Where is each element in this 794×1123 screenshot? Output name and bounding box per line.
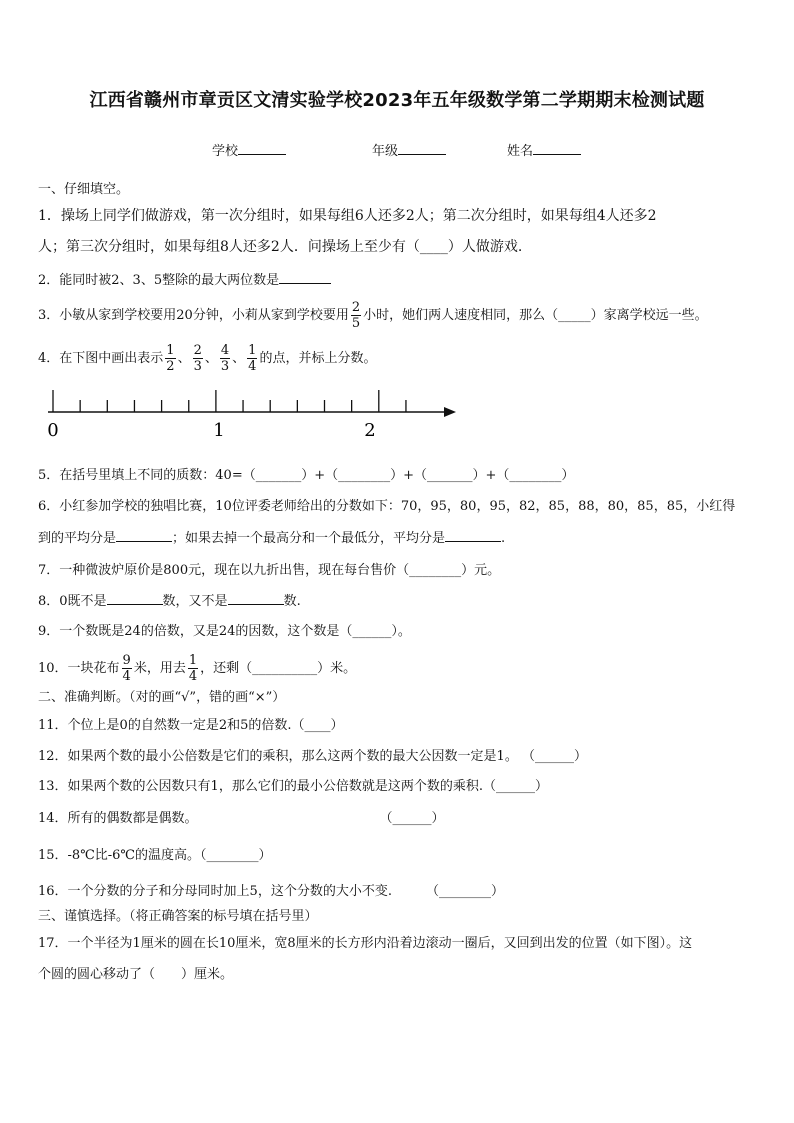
fraction-numerator: 2 <box>193 343 202 358</box>
question-14-text: 14．所有的偶数都是偶数。 <box>38 811 198 826</box>
answer-blank[interactable] <box>228 592 284 605</box>
question-11: 11．个位上是0的自然数一定是2和5的倍数.（____） <box>38 718 344 733</box>
question-3-text-a: 3．小敏从家到学校要用20分钟，小莉从家到学校要用 <box>38 308 349 323</box>
question-6-line-1: 6．小红参加学校的独唱比赛，10位评委老师给出的分数如下：70，95，80，95，82，85，88，80，85，85，小红得 <box>38 499 736 514</box>
question-1-line-1: 1．操场上同学们做游戏，第一次分组时，如果每组6人还多2人；第二次分组时，如果每组4人还多2 <box>38 208 657 224</box>
name-label: 姓名 <box>507 144 534 159</box>
school-field <box>212 140 286 159</box>
page-title: 江西省赣州市章贡区文清实验学校2023年五年级数学第二学期期末检测试题 <box>89 90 705 111</box>
question-16-answer[interactable]: （________） <box>425 884 504 899</box>
separator: 、 <box>204 351 218 366</box>
name-field <box>507 140 581 159</box>
question-5: 5．在括号里填上不同的质数：40=（_______）+（________）+（_______）+（________） <box>38 468 575 483</box>
separator: 、 <box>232 351 246 366</box>
fraction <box>220 343 230 374</box>
question-16-text: 16．一个分数的分子和分母同时加上5，这个分数的大小不变. <box>38 884 392 899</box>
separator: 、 <box>177 351 191 366</box>
fraction-denominator: 3 <box>193 359 202 374</box>
question-8-text-c: 数. <box>283 594 301 609</box>
question-6-text-a: 到的平均分是 <box>38 531 117 546</box>
section-1-heading: 一、仔细填空。 <box>38 182 130 197</box>
grade-label: 年级 <box>372 144 399 159</box>
answer-blank[interactable] <box>116 529 172 542</box>
question-13: 13．如果两个数的公因数只有1，那么它们的最小公倍数就是这两个数的乘积.（______） <box>38 779 548 794</box>
fraction <box>351 300 361 331</box>
fraction-denominator: 3 <box>220 359 230 374</box>
question-16 <box>38 883 504 901</box>
fraction-numerator: 4 <box>220 343 230 358</box>
section-3-heading: 三、谨慎选择。（将正确答案的标号填在括号里） <box>38 909 318 924</box>
question-2 <box>38 271 331 290</box>
question-2-text: 2．能同时被2、3、5整除的最大两位数是 <box>38 273 280 288</box>
question-17-line-1: 17．一个半径为1厘米的圆在长10厘米，宽8厘米的长方形内沿着边滚动一圈后，又回到出发的位置（如下图）。这 <box>38 936 693 951</box>
question-8 <box>38 592 301 611</box>
label-0: 0 <box>47 420 59 440</box>
fraction-denominator: 4 <box>248 359 257 374</box>
grade-blank[interactable] <box>398 142 446 155</box>
grade-field <box>372 140 446 159</box>
answer-blank[interactable] <box>279 271 331 284</box>
fraction-numerator: 1 <box>188 653 198 668</box>
question-6-text-c: . <box>501 531 506 546</box>
question-3 <box>38 300 708 331</box>
label-2: 2 <box>364 420 376 440</box>
number-line-ticks <box>53 390 406 412</box>
question-6-text-b: ；如果去掉一个最高分和一个最低分，平均分是 <box>172 531 446 546</box>
arrow-head-icon <box>444 407 456 417</box>
school-label: 学校 <box>212 144 239 159</box>
question-1-line-2: 人；第三次分组时，如果每组8人还多2人．问操场上至少有（____）人做游戏. <box>38 239 523 255</box>
answer-blank[interactable] <box>107 592 163 605</box>
fraction-denominator: 4 <box>188 669 198 684</box>
fraction-denominator: 5 <box>351 316 361 331</box>
question-9: 9．一个数既是24的倍数，又是24的因数，这个数是（______）。 <box>38 624 411 639</box>
school-blank[interactable] <box>238 142 286 155</box>
question-4-text-b: 的点，并标上分数。 <box>259 351 377 366</box>
question-15: 15．-8℃比-6℃的温度高。（________） <box>38 848 272 863</box>
fraction <box>247 343 257 374</box>
fraction <box>165 343 175 374</box>
name-blank[interactable] <box>533 142 581 155</box>
question-10-text-c: ，还剩（__________）米。 <box>200 661 357 676</box>
question-7: 7．一种微波炉原价是800元，现在以九折出售，现在每台售价（________）元。 <box>38 563 501 578</box>
question-4 <box>38 343 376 374</box>
number-line[interactable] <box>38 380 468 440</box>
question-3-text-b: 小时，她们两人速度相同，那么（_____）家离学校远一些。 <box>363 308 708 323</box>
question-14 <box>38 810 445 828</box>
question-17-line-2: 个圆的圆心移动了（ ）厘米。 <box>38 967 234 982</box>
fraction <box>193 343 203 374</box>
question-10 <box>38 653 356 684</box>
label-1: 1 <box>213 420 225 440</box>
fraction <box>188 653 198 684</box>
question-10-text-b: 米，用去 <box>133 661 186 676</box>
answer-blank[interactable] <box>445 529 501 542</box>
fraction <box>122 653 132 684</box>
fraction-numerator: 2 <box>351 300 361 315</box>
fraction-denominator: 4 <box>122 669 131 684</box>
section-2-heading: 二、准确判断。（对的画“√”，错的画“×”） <box>38 690 286 705</box>
fraction-numerator: 1 <box>248 343 257 358</box>
question-8-text-b: 数，又不是 <box>162 594 228 609</box>
question-14-answer[interactable]: （______） <box>379 811 445 826</box>
fraction-numerator: 1 <box>166 343 175 358</box>
question-6-line-2 <box>38 529 505 548</box>
question-4-text-a: 4．在下图中画出表示 <box>38 351 164 366</box>
fraction-denominator: 2 <box>166 359 175 374</box>
question-10-text-a: 10．一块花布 <box>38 661 120 676</box>
question-12: 12．如果两个数的最小公倍数是它们的乘积，那么这两个数的最大公因数一定是1。 （______） <box>38 749 587 764</box>
question-8-text-a: 8．0既不是 <box>38 594 107 609</box>
fraction-numerator: 9 <box>122 653 131 668</box>
